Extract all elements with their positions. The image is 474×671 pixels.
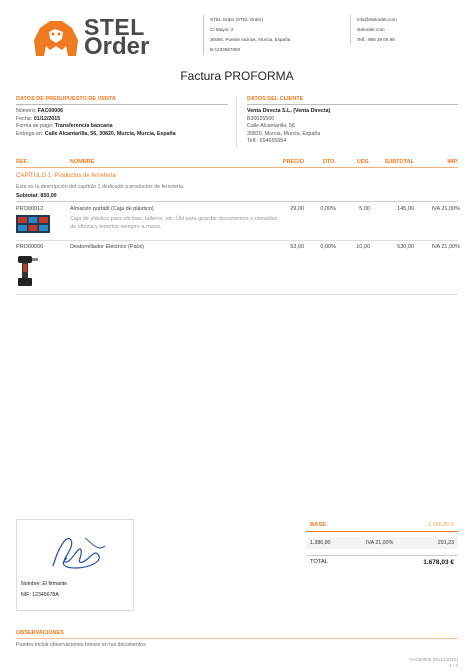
client-tax-id: B30025566 bbox=[247, 115, 275, 122]
col-header-units: UDS. bbox=[356, 159, 370, 165]
col-header-name: NOMBRE bbox=[70, 159, 95, 165]
contact-website[interactable]: stelorder.com bbox=[357, 27, 385, 32]
chapter-divider bbox=[16, 201, 458, 202]
chapter-subtotal: Subtotal: 850,00 bbox=[16, 193, 57, 199]
footer-document-ref: FAC00006 (01/12/2015) bbox=[409, 657, 458, 662]
client-address-2: 30820, Murcia, Murcia, España bbox=[247, 130, 321, 137]
row-2-ref: PRO00006 bbox=[16, 244, 44, 250]
signer-name: Nombre: El firmante bbox=[21, 581, 68, 587]
col-header-price: PRECIO bbox=[282, 159, 304, 165]
drill-icon bbox=[16, 254, 40, 288]
row-1-subtotal: 145,00 bbox=[397, 206, 414, 212]
company-city: 30006, Puente tocinos, Murcia, España bbox=[210, 37, 291, 42]
company-street: C/ Mayor, 2 bbox=[210, 27, 234, 32]
row-2-name: Destornillador Eléctrico (Pack) bbox=[70, 244, 144, 250]
contact-email[interactable]: info@stelorder.com bbox=[357, 17, 397, 22]
col-header-ref: REF. bbox=[16, 159, 28, 165]
payment-label: Forma de pago: bbox=[16, 123, 54, 129]
totals-total-row bbox=[306, 555, 458, 567]
observations-heading: OBSERVACIONES bbox=[16, 630, 64, 636]
company-info bbox=[203, 15, 333, 55]
base-label: BASE bbox=[310, 522, 327, 528]
total-label: TOTAL bbox=[310, 559, 329, 565]
brand-name-bottom: Order bbox=[84, 33, 150, 60]
drill-image bbox=[16, 254, 40, 288]
quote-number-line bbox=[16, 108, 228, 116]
signature-image bbox=[45, 526, 115, 574]
chapter-title: CAPÍTULO 1: Productos de ferretería bbox=[16, 173, 116, 179]
total-value: 1.678,03 € bbox=[423, 559, 454, 566]
row-1-tax: IVA 21,00% bbox=[431, 206, 460, 212]
client-name: Venta Directa S.L. (Venta Directa) bbox=[247, 108, 331, 114]
delivery-label: Entrega en: bbox=[16, 130, 44, 137]
page-number: 1 / 2 bbox=[449, 663, 458, 668]
base-value: 1.386,80 € bbox=[428, 522, 454, 528]
row-2-units: 10,00 bbox=[356, 244, 370, 250]
row-2-tax: IVA 21,00% bbox=[431, 244, 460, 250]
quote-section bbox=[16, 96, 228, 138]
row-1-ref: PRO00012 bbox=[16, 206, 44, 212]
row-1-discount: 0,00% bbox=[320, 206, 336, 212]
header-divider bbox=[16, 167, 458, 168]
tax-base-value: 1.386,80 bbox=[310, 540, 331, 546]
client-heading: DATOS DEL CLIENTE bbox=[247, 96, 304, 102]
row-divider bbox=[16, 294, 458, 295]
divider bbox=[16, 104, 228, 105]
totals-tax-row bbox=[306, 537, 458, 549]
payment-line bbox=[16, 123, 228, 131]
delivery-address: Calle Alcantarilla, 56, 30820, Murcia, Murcia, España bbox=[44, 130, 176, 137]
client-section bbox=[236, 96, 458, 148]
plastic-box-icon bbox=[16, 215, 50, 233]
row-2-subtotal: 530,00 bbox=[397, 244, 414, 250]
signature-box bbox=[16, 519, 134, 611]
row-1-description: Caja de plástico para oficinas, talleres, etc. Útil para guardar documentos o utensilios de oficina y tenerlos siempre a mano. bbox=[70, 216, 278, 230]
quote-heading: DATOS DE PRESUPUESTO DE VENTA bbox=[16, 96, 116, 102]
tax-rate-label: IVA 21,00% bbox=[366, 540, 394, 546]
page-footer bbox=[410, 657, 458, 669]
quote-date-label: Fecha: bbox=[16, 115, 33, 122]
quote-date-line bbox=[16, 116, 228, 124]
row-divider bbox=[16, 240, 458, 241]
quote-number: FAC00006 bbox=[37, 108, 64, 114]
document-title: Factura PROFORMA bbox=[180, 69, 294, 83]
quote-number-label: Número: bbox=[16, 108, 37, 114]
observations-section bbox=[16, 630, 458, 648]
row-1-name: Almacén portátil (Caja de plástico) bbox=[70, 206, 154, 212]
observations-divider bbox=[16, 638, 458, 639]
col-header-discount: DTO. bbox=[322, 159, 336, 165]
totals-section bbox=[306, 521, 458, 567]
observations-text: Puedes incluir observaciones breves en tus documentos bbox=[16, 642, 146, 648]
client-phone: Telf.: 654655654 bbox=[247, 138, 287, 144]
row-1-units: 5,00 bbox=[359, 206, 370, 212]
col-header-tax: IMP. bbox=[447, 159, 458, 165]
chapter-description: Esta es la descripción del capítulo 1 dedicado a productos de ferretería. bbox=[16, 184, 185, 190]
tax-amount: 291,23 bbox=[437, 540, 454, 546]
quote-date: 01/12/2015 bbox=[33, 115, 61, 122]
contact-phone: Telf.: 968 39 05 98 bbox=[357, 37, 395, 42]
brand-name-top: STEL bbox=[84, 14, 145, 40]
row-2-discount: 0,00% bbox=[320, 244, 336, 250]
signer-nif: NIF: 12345678A bbox=[21, 592, 59, 598]
totals-divider bbox=[306, 531, 458, 532]
row-2-price: 53,00 bbox=[290, 244, 304, 250]
client-address-1: Calle Alcantarilla, 56 bbox=[247, 123, 295, 129]
payment-method: Transferencia bancaria bbox=[54, 123, 113, 129]
plastic-box-image bbox=[16, 215, 50, 233]
totals-base-row bbox=[306, 521, 458, 531]
delivery-line bbox=[16, 131, 228, 139]
row-1-price: 29,00 bbox=[290, 206, 304, 212]
divider bbox=[247, 104, 458, 105]
gorilla-logo-icon bbox=[30, 16, 82, 60]
company-contact bbox=[350, 15, 450, 45]
company-tax-id: B-1234567890 bbox=[210, 47, 241, 52]
col-header-subtotal: SUBTOTAL bbox=[384, 159, 414, 165]
company-name: STEL Order (STEL Order) bbox=[210, 17, 264, 22]
